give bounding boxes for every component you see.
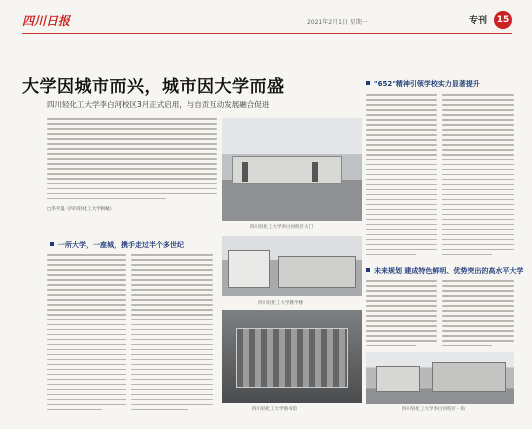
library-photo bbox=[222, 310, 362, 403]
section1-text-col1 bbox=[47, 254, 126, 414]
article-byline: □李平曼（四川轻化工大学供稿） bbox=[47, 207, 115, 212]
date-line: 2021年2月1日 星期一 bbox=[307, 19, 368, 26]
teaching-building-photo bbox=[222, 236, 362, 296]
photo2-caption: 四川轻化工大学教学楼 bbox=[258, 301, 303, 306]
section3-text-col2 bbox=[442, 280, 514, 350]
campus-corner-photo bbox=[366, 352, 514, 404]
article-headline: 大学因城市而兴，城市因大学而盛 bbox=[22, 77, 285, 97]
campus-gate-photo bbox=[222, 118, 362, 221]
section2-title: "652"精神引领学校实力显著提升 bbox=[374, 80, 480, 88]
article-subhead: 四川轻化工大学李白河校区3月正式启用，与自贡互动发展融合促进 bbox=[47, 100, 270, 109]
photo4-caption: 四川轻化工大学李白河校区一角 bbox=[402, 407, 465, 412]
section3-text-col1 bbox=[366, 280, 437, 350]
section2-text-col1 bbox=[366, 94, 437, 264]
intro-text bbox=[47, 118, 217, 204]
section3-title: 未来规划 建成特色鲜明、优势突出的高水平大学 bbox=[374, 267, 524, 275]
section2-text-col2 bbox=[442, 94, 514, 264]
section1-text-col2 bbox=[131, 254, 213, 414]
section1-title: 一所大学，一座城，携手走过半个多世纪 bbox=[58, 241, 184, 249]
photo1-caption: 四川轻化工大学李白河校区大门 bbox=[250, 225, 313, 230]
masthead bbox=[22, 12, 512, 34]
newspaper-logo: 四川日报 bbox=[22, 14, 71, 28]
section-label: 专刊 bbox=[469, 16, 488, 26]
photo3-caption: 四川轻化工大学图书馆 bbox=[252, 407, 297, 412]
page-number-badge: 15 bbox=[494, 11, 512, 29]
